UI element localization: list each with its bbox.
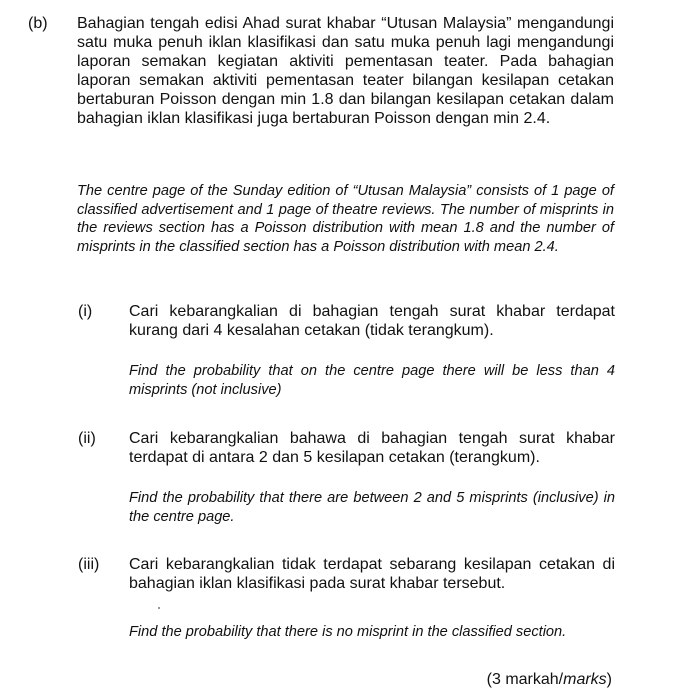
subpart-iii-malay: Cari kebarangkalian tidak terdapat sebarang kesilapan cetakan di bahagian iklan klasifikasi pada surat khabar tersebut. xyxy=(129,556,615,592)
intro-malay: Bahagian tengah edisi Ahad surat khabar “Utusan Malaysia” mengandungi satu muka penuh iklan klasifikasi dan satu muka penuh lagi mengandungi laporan semakan kegiatan aktiviti pementasan teater. Pada bahagian laporan semakan aktiviti pementasan teater bilangan kesilapan cetakan bertaburan Poisson dengan min 1.8 dan bilangan kesilapan cetakan dalam bahagian iklan klasifikasi juga bertaburan Poisson dengan min 2.4. xyxy=(77,15,614,127)
intro-english: The centre page of the Sunday edition of “Utusan Malaysia” consists of 1 page of classified advertisement and 1 page of theatre reviews. The number of misprints in the reviews section has a Poisson distribution with mean 1.8 and the number of misprints in the classified section has a Poisson distribution with mean 2.4. xyxy=(77,183,614,255)
subpart-label-iii: (iii) xyxy=(78,556,100,573)
subpart-ii-english: Find the probability that there are between 2 and 5 misprints (inclusive) in the centre page. xyxy=(129,490,615,525)
marks-english: marks xyxy=(563,671,607,688)
scan-speck xyxy=(158,607,160,609)
part-label: (b) xyxy=(28,15,48,32)
marks-open: (3 xyxy=(486,671,506,688)
subpart-ii-malay: Cari kebarangkalian bahawa di bahagian tengah surat khabar terdapat di antara 2 dan 5 kesilapan cetakan (terangkum). xyxy=(129,430,615,466)
marks-malay: markah/ xyxy=(505,671,564,688)
subpart-i-english: Find the probability that on the centre page there will be less than 4 misprints (not inclusive) xyxy=(129,363,615,398)
marks-close: ) xyxy=(606,671,612,688)
subpart-label-i: (i) xyxy=(78,303,93,320)
marks-allocation xyxy=(487,670,612,689)
subpart-i-malay: Cari kebarangkalian di bahagian tengah surat khabar terdapat kurang dari 4 kesalahan cetakan (tidak terangkum). xyxy=(129,303,615,339)
subpart-label-ii: (ii) xyxy=(78,430,96,447)
subpart-iii-english: Find the probability that there is no misprint in the classified section. xyxy=(129,624,567,640)
